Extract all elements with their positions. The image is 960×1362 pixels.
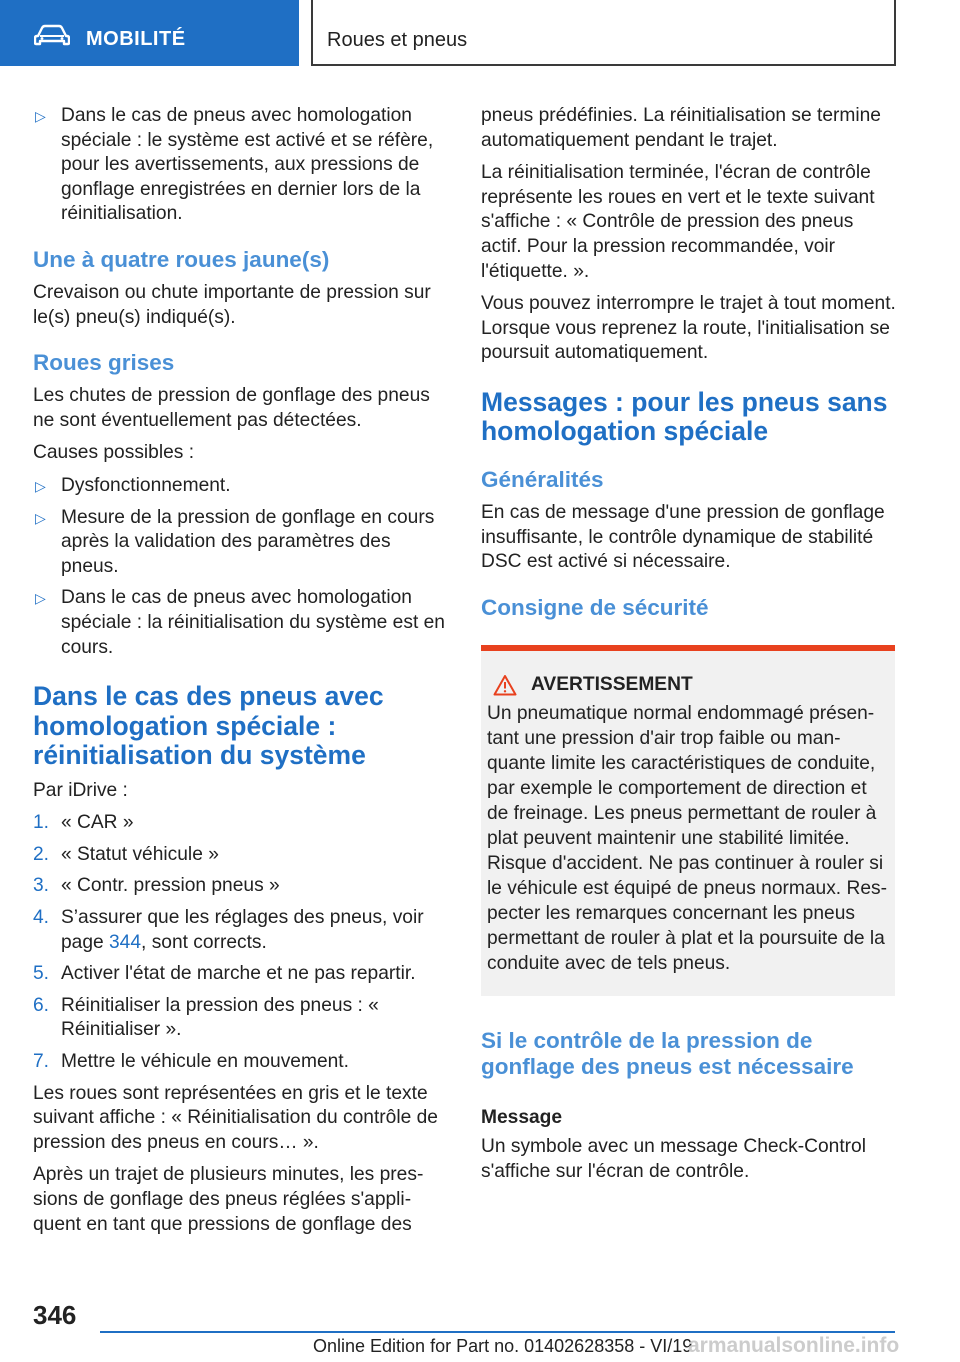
footer-divider	[100, 1331, 895, 1333]
step-text: Réinitialiser la pression des pneus : « Réinitialiser ».	[61, 994, 379, 1041]
heading-messages: Messages : pour les pneus sans homologation spéciale	[481, 386, 888, 447]
page-link[interactable]: 344	[109, 931, 142, 953]
paragraph: Après un trajet de plusieurs minutes, les pressions de gonflage des pneus réglées s'appliquent en tant que pressions de gonflage des	[33, 1164, 424, 1235]
step-number: 4.	[33, 906, 50, 928]
step-item	[33, 1050, 448, 1075]
warning-header	[487, 673, 889, 698]
section-title: MOBILITÉ	[86, 28, 186, 50]
paragraph: Les roues sont représentées en gris et le texte suivant affiche : « Réinitialisation du contrôle de pression des pneus en cours… ».	[33, 1082, 438, 1153]
paragraph: Vous pouvez interrompre le trajet à tout moment. Lorsque vous reprenez la route, l'initialisation se poursuit automatiquement.	[481, 293, 896, 364]
heading-grey-wheels: Roues grises	[33, 350, 175, 376]
step-number: 2.	[33, 843, 50, 865]
warning-triangle-icon	[493, 674, 517, 696]
chapter-title: Roues et pneus	[327, 29, 468, 51]
step-number: 1.	[33, 812, 50, 834]
paragraph: pneus prédéfinies. La réinitialisation se termine automatiquement pendant le trajet.	[481, 105, 881, 151]
step-text: Mettre le véhicule en mouvement.	[61, 1050, 349, 1072]
heading-check-needed: Si le contrôle de la pression de gonflage des pneus est nécessaire	[481, 1028, 854, 1080]
list-item	[33, 474, 448, 499]
heading-system-reset: Dans le cas des pneus avec homologation spéciale : réinitialisation du système	[33, 681, 384, 771]
heading-yellow-wheels: Une à quatre roues jaune(s)	[33, 246, 330, 272]
car-icon	[34, 24, 70, 46]
paragraph: Par iDrive :	[33, 779, 128, 801]
list-item	[33, 586, 448, 660]
list-item-text: Dans le cas de pneus avec homologation spéciale : le système est activé et se réfère, pour les avertissements, aux pressions de gonflage enregistrées en dernier lors de la réinitialisation.	[61, 105, 434, 225]
step-item	[33, 962, 448, 987]
list-item	[33, 104, 448, 227]
triangle-bullet-icon: ▷	[35, 108, 46, 124]
paragraph: En cas de message d'une pression de gonflage insuffisante, le contrôle dynamique de stabilité DSC est activé si nécessaire.	[481, 501, 885, 573]
step-number: 3.	[33, 875, 50, 897]
step-number: 6.	[33, 994, 50, 1016]
triangle-bullet-icon: ▷	[35, 477, 46, 494]
step-item	[33, 874, 448, 899]
step-item	[33, 843, 448, 868]
step-item	[33, 811, 448, 836]
step-item	[33, 906, 448, 955]
chapter-tab	[311, 0, 896, 66]
warning-title: AVERTISSEMENT	[531, 673, 693, 695]
step-text: « Statut véhicule »	[61, 843, 219, 865]
step-number: 7.	[33, 1050, 50, 1072]
list-item-text: Dysfonctionnement.	[61, 474, 231, 496]
list-item	[33, 506, 448, 580]
heading-general: Généralités	[481, 466, 604, 492]
heading-message: Message	[481, 1107, 563, 1129]
edition-text: Online Edition for Part no. 01402628358 - VI/19	[313, 1336, 693, 1356]
step-text: Activer l'état de marche et ne pas repartir.	[61, 963, 416, 985]
triangle-bullet-icon: ▷	[35, 590, 46, 607]
heading-safety: Consigne de sécurité	[481, 594, 709, 620]
warning-text: Un pneumatique normal endommagé présentant une pression d'air trop faible ou manquante limite les caractéristiques de conduite, par exemple le comportement de direction et de freinage. Les pneus permettant de rouler à plat peuvent maintenir une stabilité limitée. Risque d'accident. Ne pas continuer à rouler si le véhicule est équipé de pneus normaux. Respecter les remarques concernant les pneus permettant de rouler à plat et la poursuite de la conduite avec de tels pneus.	[487, 703, 887, 975]
step-number: 5.	[33, 963, 50, 985]
list-item-text: Mesure de la pression de gonflage en cours après la validation des paramètres des pneus.	[61, 506, 435, 577]
step-text: « Contr. pression pneus »	[61, 875, 280, 897]
paragraph: Les chutes de pression de gonflage des pneus ne sont éventuellement pas détectées.	[33, 385, 430, 431]
paragraph: Crevaison ou chute importante de pression sur le(s) pneu(s) indiqué(s).	[33, 281, 431, 328]
step-text: « CAR »	[61, 812, 134, 834]
triangle-bullet-icon: ▷	[35, 509, 46, 526]
section-tab	[0, 0, 299, 66]
step-item	[33, 994, 448, 1043]
warning-box	[481, 645, 895, 997]
paragraph: La réinitialisation terminée, l'écran de contrôle représente les roues en vert et le texte suivant s'affiche : « Contrôle de pression des pneus actif. Pour la pression recommandée, voir l'étiquette. ».	[481, 162, 875, 282]
step-text: S’assurer que les réglages des pneus, voir page 344, sont corrects.	[61, 906, 424, 953]
watermark: armanualsonline.info	[688, 1334, 900, 1357]
list-item-text: Dans le cas de pneus avec homologation spéciale : la réinitialisation du système est en cours.	[61, 587, 445, 658]
right-column	[481, 104, 896, 1192]
paragraph: Un symbole avec un message Check-Control s'affiche sur l'écran de contrôle.	[481, 1135, 866, 1182]
page-number: 346	[33, 1300, 77, 1330]
left-column	[33, 104, 448, 1245]
paragraph: Causes possibles :	[33, 442, 195, 464]
